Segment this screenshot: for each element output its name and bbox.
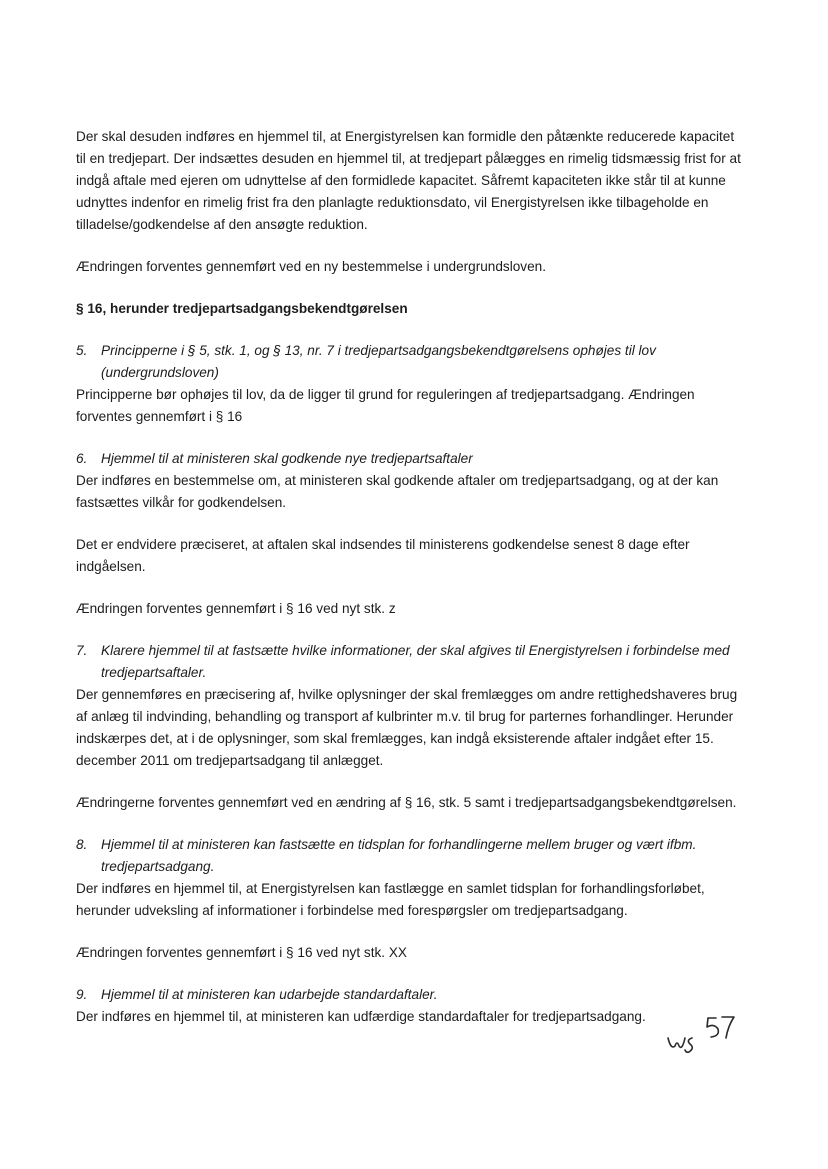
list-item [76,340,746,428]
section-heading: § 16, herunder tredjepartsadgangsbekendtgørelsen [76,301,408,316]
item-number: 7. [76,643,88,658]
handwritten-signature-icon [664,1008,744,1062]
item-body-text: Ændringerne forventes gennemført ved en ændring af § 16, stk. 5 samt i tredjepartsadgangsbekendtgørelsen. [76,795,737,810]
item-body-text: Der indføres en bestemmelse om, at ministeren skal godkende aftaler om tredjepartsadgang, og at der kan fastsættes vilkår for godkendelsen. [76,473,719,510]
list-item [76,640,746,814]
item-body-text: Der indføres en hjemmel til, at Energistyrelsen kan fastlægge en samlet tidsplan for forhandlingsforløbet, herunder udveksling af informationer i forbindelse med forespørgsler om tredjepartsadgang. [76,881,705,918]
item-heading [76,448,746,470]
item-number: 5. [76,343,88,358]
list-item [76,834,746,964]
item-body-text: Principperne bør ophøjes til lov, da de ligger til grund for reguleringen af tredjepartsadgang. Ændringen forventes gennemført i § 16 [76,387,695,424]
item-number: 6. [76,451,88,466]
item-heading [76,640,746,684]
item-body-text: Der gennemføres en præcisering af, hvilke oplysninger der skal fremlægges om andre rettighedshaveres brug af anlæg til indvinding, behandling og transport af kulbrinter m.v. til brug for parternes forhandlinger. Herunder indskærpes det, at i de oplysninger, som skal fremlægges, kan indgå eksisterende aftaler indgået efter 15. december 2011 om tredjepartsadgang til anlægget. [76,687,738,768]
item-body-text: Ændringen forventes gennemført i § 16 ved nyt stk. XX [76,945,407,960]
intro-paragraph: Der skal desuden indføres en hjemmel til, at Energistyrelsen kan formidle den påtænkte reducerede kapacitet til en tredjepart. Der indsættes desuden en hjemmel til, at tredjepart pålægges en rimelig tidsmæssig frist for at indgå aftale med ejeren om udnyttelse af den formidlede kapacitet. Såfremt kapaciteten ikke står til at kunne udnyttes indenfor en rimelig frist fra den planlagte reduktionsdato, vil Energistyrelsen ikke tilbageholde en tilladelse/godkendelse af den ansøgte reduktion. [76,129,741,232]
item-heading [76,984,746,1006]
item-title: Hjemmel til at ministeren skal godkende nye tredjepartsaftaler [101,451,473,466]
item-heading [76,834,746,878]
item-heading [76,340,746,384]
list-item [76,984,746,1028]
item-title: Principperne i § 5, stk. 1, og § 13, nr. 7 i tredjepartsadgangsbekendtgørelsens ophøjes til lov (undergrundsloven) [101,343,656,380]
item-body-text: Det er endvidere præciseret, at aftalen skal indsendes til ministerens godkendelse senest 8 dage efter indgåelsen. [76,537,690,574]
item-title: Klarere hjemmel til at fastsætte hvilke informationer, der skal afgives til Energistyrelsen i forbindelse med tredjepartsaftaler. [101,643,730,680]
item-number: 9. [76,987,88,1002]
document-body [76,126,746,1048]
item-title: Hjemmel til at ministeren kan fastsætte en tidsplan for forhandlingerne mellem bruger og vært ifbm. tredjepartsadgang. [101,837,697,874]
item-title: Hjemmel til at ministeren kan udarbejde standardaftaler. [101,987,438,1002]
item-body-text: Ændringen forventes gennemført i § 16 ved nyt stk. z [76,601,396,616]
item-body-text: Der indføres en hjemmel til, at ministeren kan udfærdige standardaftaler for tredjepartsadgang. [76,1009,646,1024]
intro-amendment-note: Ændringen forventes gennemført ved en ny bestemmelse i undergrundsloven. [76,259,546,274]
list-item [76,448,746,620]
item-number: 8. [76,837,88,852]
